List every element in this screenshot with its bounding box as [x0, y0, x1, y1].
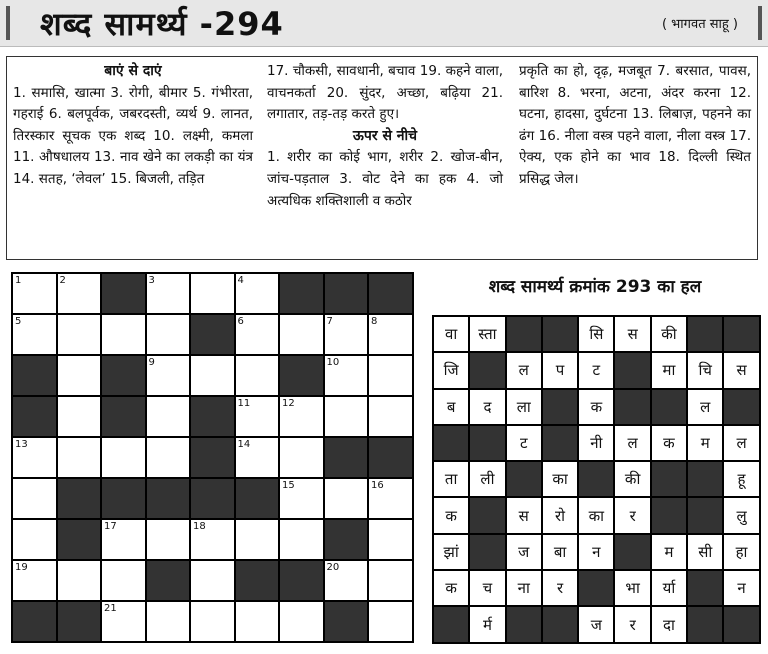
solution-cell-blocked	[651, 497, 687, 533]
solution-cell: र	[542, 570, 578, 606]
grid-cell[interactable]	[146, 314, 191, 355]
grid-cell-blocked	[101, 273, 146, 314]
solution-cell: सि	[578, 316, 614, 352]
solution-cell-blocked	[687, 606, 723, 642]
grid-cell[interactable]	[57, 396, 102, 437]
grid-cell-blocked	[235, 478, 280, 519]
grid-cell[interactable]	[146, 396, 191, 437]
crossword-grid	[11, 272, 414, 643]
grid-cell[interactable]	[146, 601, 191, 642]
grid-cell[interactable]	[146, 273, 191, 314]
solution-cell-blocked	[651, 461, 687, 497]
clue-number: 10	[326, 357, 340, 368]
grid-cell[interactable]	[101, 601, 146, 642]
solution-cell: ब	[433, 389, 469, 425]
solution-cell-blocked	[614, 389, 650, 425]
solution-cell-blocked	[687, 461, 723, 497]
grid-cell-blocked	[279, 355, 324, 396]
grid-cell[interactable]	[279, 314, 324, 355]
grid-cell[interactable]	[368, 314, 413, 355]
solution-cell: च	[469, 570, 505, 606]
grid-cell[interactable]	[101, 519, 146, 560]
grid-cell[interactable]	[235, 601, 280, 642]
grid-cell[interactable]	[279, 478, 324, 519]
solution-cell: न	[723, 570, 759, 606]
grid-cell[interactable]	[279, 601, 324, 642]
clues-column-2	[267, 61, 503, 212]
grid-cell[interactable]	[368, 519, 413, 560]
clue-number: 15	[282, 480, 295, 491]
grid-cell[interactable]	[57, 355, 102, 396]
clues-column-3	[519, 61, 751, 191]
solution-cell: र	[614, 606, 650, 642]
grid-cell[interactable]	[368, 396, 413, 437]
clue-number: 1	[15, 275, 22, 286]
grid-cell-blocked	[57, 519, 102, 560]
grid-cell[interactable]	[235, 314, 280, 355]
grid-cell-blocked	[101, 355, 146, 396]
solution-cell-blocked	[723, 606, 759, 642]
grid-cell-blocked	[57, 478, 102, 519]
left-bar	[6, 6, 10, 40]
solution-cell: क	[578, 389, 614, 425]
solution-cell-blocked	[578, 570, 614, 606]
grid-cell[interactable]	[324, 396, 369, 437]
grid-cell[interactable]	[146, 519, 191, 560]
across-clues-part-1: 1. समासि, खात्मा 3. रोगी, बीमार 5. गंभीरता, गहराई 6. बलपूर्वक, जबरदस्ती, व्यर्थ 9. लानत, तिरस्कार सूचक एक शब्द 10. लक्ष्मी, कमला 11. औषधालय 13. नाव खेने का लकड़ी का यंत्र 14. सतह, ‘लेवल’ 15. बिजली, तड़ित	[13, 84, 253, 187]
solution-cell: स	[506, 497, 542, 533]
clue-number: 4	[237, 275, 244, 286]
solution-grid	[432, 315, 761, 644]
grid-cell[interactable]	[146, 437, 191, 478]
down-heading: ऊपर से नीचे	[352, 127, 418, 144]
clue-number: 20	[326, 562, 340, 573]
grid-cell[interactable]	[235, 437, 280, 478]
solution-cell: सी	[687, 534, 723, 570]
solution-cell: भा	[614, 570, 650, 606]
clue-number: 9	[148, 357, 155, 368]
solution-cell-blocked	[723, 316, 759, 352]
solution-cell: झां	[433, 534, 469, 570]
solution-cell: ल	[723, 425, 759, 461]
clue-number: 8	[371, 316, 378, 327]
grid-cell[interactable]	[12, 314, 57, 355]
grid-cell[interactable]	[12, 273, 57, 314]
grid-cell-blocked	[190, 478, 235, 519]
grid-cell[interactable]	[57, 560, 102, 601]
solution-cell: प	[542, 352, 578, 388]
solution-cell-blocked	[542, 389, 578, 425]
clue-number: 5	[15, 316, 22, 327]
grid-cell[interactable]	[57, 273, 102, 314]
solution-cell: क	[433, 497, 469, 533]
solution-cell: ज	[506, 534, 542, 570]
solution-cell: दा	[651, 606, 687, 642]
solution-cell: की	[614, 461, 650, 497]
solution-cell: क	[433, 570, 469, 606]
solution-cell-blocked	[614, 352, 650, 388]
solution-cell: स	[614, 316, 650, 352]
grid-cell-blocked	[101, 396, 146, 437]
grid-cell[interactable]	[235, 519, 280, 560]
clue-number: 21	[104, 603, 117, 614]
grid-cell[interactable]	[12, 560, 57, 601]
clues-box	[6, 56, 758, 260]
solution-cell: ल	[506, 352, 542, 388]
grid-cell[interactable]	[368, 560, 413, 601]
grid-cell[interactable]	[190, 560, 235, 601]
solution-cell: ल	[614, 425, 650, 461]
solution-cell: ना	[506, 570, 542, 606]
solution-cell: नी	[578, 425, 614, 461]
solution-cell-blocked	[506, 316, 542, 352]
across-heading: बाएं से दाएं	[104, 63, 162, 79]
solution-cell: ज	[578, 606, 614, 642]
solution-cell-blocked	[506, 461, 542, 497]
grid-cell-blocked	[146, 478, 191, 519]
grid-cell[interactable]	[190, 519, 235, 560]
grid-cell-blocked	[235, 560, 280, 601]
grid-cell[interactable]	[324, 478, 369, 519]
clue-number: 7	[326, 316, 333, 327]
grid-cell[interactable]	[324, 314, 369, 355]
grid-cell-blocked	[279, 560, 324, 601]
solution-cell: जि	[433, 352, 469, 388]
solution-cell: ट	[578, 352, 614, 388]
solution-cell: म	[687, 425, 723, 461]
grid-cell[interactable]	[324, 355, 369, 396]
solution-cell: ल	[687, 389, 723, 425]
across-clues-part-2: 17. चौकसी, सावधानी, बचाव 19. कहने वाला, वाचनकर्ता 20. सुंदर, अच्छा, बढ़िया 21. लगातार, तड़-तड़ करते हुए।	[267, 63, 503, 123]
solution-title: शब्द सामर्थ्य क्रमांक 293 का हल	[488, 277, 702, 297]
puzzle-title: शब्द सामर्थ्य -294	[40, 5, 284, 43]
solution-cell: मा	[651, 352, 687, 388]
grid-cell-blocked	[324, 601, 369, 642]
solution-cell-blocked	[469, 425, 505, 461]
grid-cell[interactable]	[146, 355, 191, 396]
solution-cell: का	[578, 497, 614, 533]
solution-cell: न	[578, 534, 614, 570]
solution-cell: स	[723, 352, 759, 388]
down-clues-part-1: 1. शरीर का कोई भाग, शरीर 2. खोज-बीन, जांच-पड़ताल 3. वोट देने का हक 4. जो अत्यधिक शक्तिशाली व कठोर	[267, 149, 503, 209]
clue-number: 6	[237, 316, 244, 327]
grid-cell-blocked	[324, 437, 369, 478]
solution-cell: बा	[542, 534, 578, 570]
grid-cell[interactable]	[368, 478, 413, 519]
grid-cell-blocked	[12, 355, 57, 396]
grid-cell[interactable]	[235, 355, 280, 396]
grid-cell-blocked	[324, 273, 369, 314]
grid-cell-blocked	[190, 396, 235, 437]
grid-cell[interactable]	[368, 355, 413, 396]
clue-number: 3	[148, 275, 155, 286]
solution-cell: द	[469, 389, 505, 425]
solution-cell-blocked	[687, 497, 723, 533]
clue-number: 17	[104, 521, 117, 532]
solution-cell: ला	[506, 389, 542, 425]
solution-cell-blocked	[687, 570, 723, 606]
grid-cell-blocked	[279, 273, 324, 314]
clue-number: 2	[59, 275, 66, 286]
grid-cell[interactable]	[101, 437, 146, 478]
grid-cell-blocked	[12, 396, 57, 437]
grid-cell[interactable]	[12, 437, 57, 478]
grid-cell[interactable]	[279, 437, 324, 478]
solution-cell-blocked	[687, 316, 723, 352]
grid-cell[interactable]	[190, 601, 235, 642]
grid-cell-blocked	[324, 519, 369, 560]
grid-cell[interactable]	[57, 314, 102, 355]
solution-cell: की	[651, 316, 687, 352]
grid-cell-blocked	[12, 601, 57, 642]
solution-cell-blocked	[469, 352, 505, 388]
clues-column-1	[13, 61, 253, 191]
solution-cell: ता	[433, 461, 469, 497]
grid-cell-blocked	[146, 560, 191, 601]
grid-cell-blocked	[57, 601, 102, 642]
solution-cell: का	[542, 461, 578, 497]
solution-cell-blocked	[723, 389, 759, 425]
solution-cell-blocked	[578, 461, 614, 497]
author-name: ( भागवत साहू )	[661, 17, 738, 32]
grid-cell-blocked	[101, 478, 146, 519]
grid-cell-blocked	[190, 314, 235, 355]
grid-cell[interactable]	[12, 519, 57, 560]
solution-cell: स्ता	[469, 316, 505, 352]
clue-number: 19	[15, 562, 28, 573]
grid-cell[interactable]	[279, 519, 324, 560]
grid-cell[interactable]	[12, 478, 57, 519]
solution-cell: हू	[723, 461, 759, 497]
solution-cell: र्म	[469, 606, 505, 642]
solution-cell-blocked	[542, 316, 578, 352]
solution-cell-blocked	[542, 606, 578, 642]
down-clues-part-2: प्रकृति का हो, दृढ़, मजबूत 7. बरसात, पावस, बारिश 8. भरना, अटना, अंदर करना 12. घटना, हादसा, दुर्घटना 13. लिबाज़, पहनने का ढंग 16. नीला वस्त्र पहने वाला, नीला वस्त्र 17. ऐक्य, एक होने का भाव 18. दिल्ली स्थित प्रसिद्ध जेल।	[519, 63, 751, 187]
header-banner	[0, 0, 768, 47]
grid-cell-blocked	[190, 437, 235, 478]
grid-cell[interactable]	[101, 560, 146, 601]
solution-cell: ली	[469, 461, 505, 497]
solution-cell: हा	[723, 534, 759, 570]
solution-cell-blocked	[506, 606, 542, 642]
solution-cell: रो	[542, 497, 578, 533]
grid-cell[interactable]	[279, 396, 324, 437]
grid-cell[interactable]	[368, 601, 413, 642]
clue-number: 18	[193, 521, 206, 532]
solution-cell-blocked	[542, 425, 578, 461]
solution-cell: क	[651, 425, 687, 461]
solution-cell: र	[614, 497, 650, 533]
clue-number: 14	[237, 439, 251, 450]
solution-cell: वा	[433, 316, 469, 352]
grid-cell-blocked	[368, 437, 413, 478]
solution-cell: चि	[687, 352, 723, 388]
solution-cell-blocked	[469, 534, 505, 570]
solution-cell: र्या	[651, 570, 687, 606]
clue-number: 12	[282, 398, 295, 409]
grid-cell[interactable]	[101, 314, 146, 355]
clue-number: 16	[371, 480, 384, 491]
grid-cell[interactable]	[235, 273, 280, 314]
solution-cell: लु	[723, 497, 759, 533]
solution-cell-blocked	[433, 606, 469, 642]
clue-number: 13	[15, 439, 28, 450]
solution-cell-blocked	[433, 425, 469, 461]
grid-cell[interactable]	[57, 437, 102, 478]
solution-cell: म	[651, 534, 687, 570]
right-bar	[758, 6, 762, 40]
solution-cell: ट	[506, 425, 542, 461]
solution-cell-blocked	[469, 497, 505, 533]
grid-cell[interactable]	[235, 396, 280, 437]
solution-cell-blocked	[614, 534, 650, 570]
grid-cell[interactable]	[190, 355, 235, 396]
solution-cell-blocked	[651, 389, 687, 425]
grid-cell-blocked	[368, 273, 413, 314]
grid-cell[interactable]	[190, 273, 235, 314]
grid-cell[interactable]	[324, 560, 369, 601]
clue-number: 11	[237, 398, 251, 409]
